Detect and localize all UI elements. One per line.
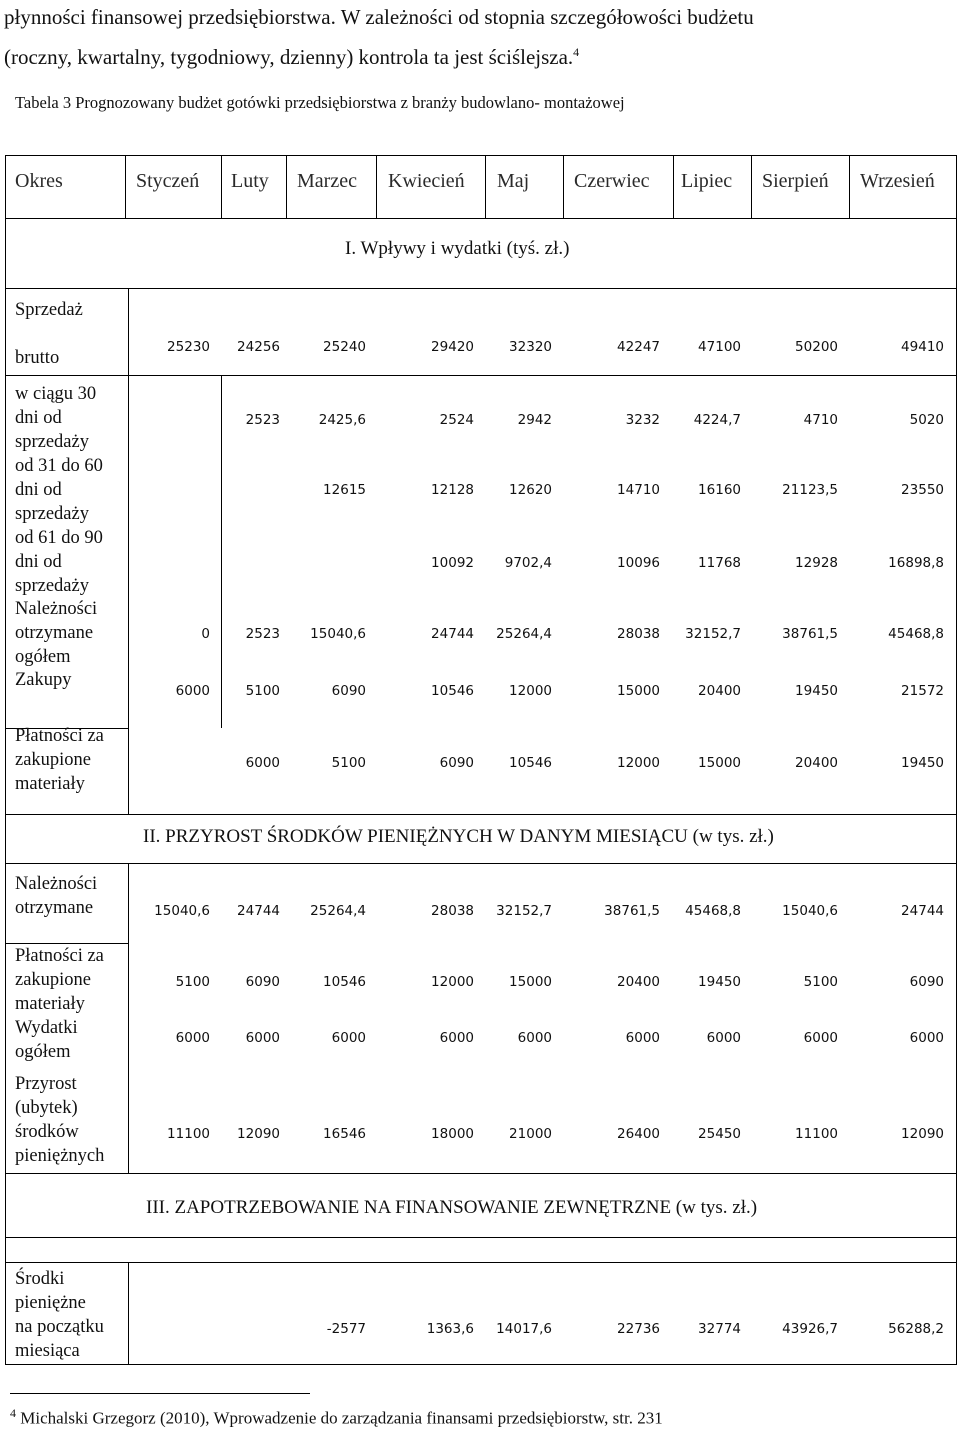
table-cell: 5100 — [175, 974, 210, 990]
table-cell: 6000 — [245, 755, 280, 771]
section3-title: III. ZAPOTRZEBOWANIE NA FINANSOWANIE ZEWNĘTRZNE (w tys. zł.) — [146, 1197, 758, 1218]
header-period: Okres — [15, 170, 63, 192]
section1-row-divider — [5, 375, 957, 376]
header-month: Luty — [231, 170, 269, 192]
table-cell: 14710 — [617, 482, 660, 498]
table-cell: 21123,5 — [782, 482, 838, 498]
header-divider — [5, 218, 957, 219]
table-cell: 15000 — [509, 974, 552, 990]
table-cell: 15040,6 — [782, 903, 838, 919]
table-cell: 25264,4 — [496, 626, 552, 642]
header-month: Kwiecień — [388, 170, 465, 192]
table-cell: 11100 — [167, 1126, 210, 1142]
table-cell: 12090 — [901, 1126, 944, 1142]
table-cell: 6000 — [803, 1030, 838, 1046]
row-label: Środki pieniężne na początku miesiąca — [15, 1269, 104, 1361]
header-divider-v3 — [286, 155, 287, 218]
table-cell: 14017,6 — [496, 1321, 552, 1337]
table-cell: 6000 — [706, 1030, 741, 1046]
table-cell: -2577 — [326, 1321, 366, 1337]
footnote — [10, 1406, 663, 1429]
table-cell: 18000 — [431, 1126, 474, 1142]
header-month: Lipiec — [681, 170, 733, 192]
table-cell: 12090 — [237, 1126, 280, 1142]
section3-title-divider — [5, 1237, 957, 1238]
table-cell: 1363,6 — [426, 1321, 474, 1337]
table-cell: 24744 — [901, 903, 944, 919]
header-divider-v7 — [673, 155, 674, 218]
table-cell: 19450 — [901, 755, 944, 771]
row-label: Przyrost (ubytek) środków pieniężnych — [15, 1074, 105, 1166]
table-cell: 22736 — [617, 1321, 660, 1337]
footnote-reference: 4 — [573, 45, 580, 59]
table-cell: 56288,2 — [888, 1321, 944, 1337]
table-cell: 6000 — [625, 1030, 660, 1046]
section1-title: I. Wpływy i wydatki (tyś. zł.) — [345, 238, 570, 259]
header-month: Marzec — [297, 170, 357, 192]
table-cell: 5020 — [909, 412, 944, 428]
table-cell: 32320 — [509, 339, 552, 355]
table-cell: 32774 — [698, 1321, 741, 1337]
table-cell: 15000 — [617, 683, 660, 699]
table-cell: 10546 — [509, 755, 552, 771]
section2-title: II. PRZYROST ŚRODKÓW PIENIĘŻNYCH W DANYM MIESIĄCU (w tys. zł.) — [143, 826, 774, 847]
table-cell: 50200 — [795, 339, 838, 355]
table-cell: 24744 — [237, 903, 280, 919]
table-cell: 25264,4 — [310, 903, 366, 919]
intro-line-2 — [4, 38, 579, 71]
table-cell: 0 — [201, 626, 210, 642]
table-cell: 43926,7 — [782, 1321, 838, 1337]
header-divider-v6 — [563, 155, 564, 218]
table-cell: 29420 — [431, 339, 474, 355]
table-cell: 2425,6 — [318, 412, 366, 428]
table-cell: 2523 — [245, 412, 280, 428]
header-month: Maj — [497, 170, 530, 192]
table-cell: 19450 — [698, 974, 741, 990]
table-border-top — [5, 155, 957, 156]
table-cell: 42247 — [617, 339, 660, 355]
table-cell: 12000 — [509, 683, 552, 699]
header-divider-v5 — [485, 155, 486, 218]
row-label: w ciągu 30 dni od sprzedaży — [15, 384, 97, 452]
table-cell: 25240 — [323, 339, 366, 355]
row-label: Zakupy — [15, 670, 72, 690]
footnote-number: 4 — [10, 1406, 16, 1420]
table-cell: 23550 — [901, 482, 944, 498]
table-border-bottom — [5, 1364, 957, 1365]
table-cell: 6000 — [909, 1030, 944, 1046]
table-cell: 6000 — [517, 1030, 552, 1046]
table-cell: 9702,4 — [504, 555, 552, 571]
table-cell: 32152,7 — [496, 903, 552, 919]
table-cell: 6090 — [331, 683, 366, 699]
table-cell: 10546 — [431, 683, 474, 699]
table-caption: Tabela 3 Prognozowany budżet gotówki przedsiębiorstwa z branży budowlano- montażowej — [15, 93, 625, 112]
table-cell: 6000 — [175, 683, 210, 699]
table-cell: 38761,5 — [782, 626, 838, 642]
row-label: Należności otrzymane — [15, 874, 98, 918]
table-cell: 16898,8 — [888, 555, 944, 571]
table-cell: 3232 — [625, 412, 660, 428]
header-month: Czerwiec — [574, 170, 650, 192]
table-cell: 24744 — [431, 626, 474, 642]
section2-bottom — [5, 1173, 957, 1174]
section1-bottom — [5, 814, 957, 815]
table-cell: 45468,8 — [685, 903, 741, 919]
table-cell: 12620 — [509, 482, 552, 498]
footnote-text: Michalski Grzegorz (2010), Wprowadzenie do zarządzania finansami przedsiębiorstw, str. 231 — [20, 1408, 663, 1428]
table-cell: 28038 — [617, 626, 660, 642]
table-cell: 21572 — [901, 683, 944, 699]
footnote-rule — [10, 1393, 310, 1394]
section1-first-col-divider — [221, 375, 222, 728]
intro-line-2-text: (roczny, kwartalny, tygodniowy, dzienny) kontrola ta jest ściślejsza. — [4, 45, 574, 69]
table-cell: 25450 — [698, 1126, 741, 1142]
table-cell: 12615 — [323, 482, 366, 498]
row-label: Płatności za zakupione materiały — [15, 726, 104, 794]
row-label: od 61 do 90 dni od sprzedaży — [15, 528, 103, 596]
section1-label-divider — [128, 288, 129, 814]
section2-title-divider — [5, 863, 957, 864]
row-label: od 31 do 60 dni od sprzedaży — [15, 456, 103, 524]
row-label: Wydatki ogółem — [15, 1018, 78, 1062]
table-cell: 24256 — [237, 339, 280, 355]
table-cell: 4224,7 — [693, 412, 741, 428]
table-cell: 20400 — [795, 755, 838, 771]
header-divider-v1 — [125, 155, 126, 218]
table-cell: 47100 — [698, 339, 741, 355]
section3-label-divider — [128, 1262, 129, 1364]
table-cell: 11768 — [698, 555, 741, 571]
table-cell: 10546 — [323, 974, 366, 990]
table-cell: 6000 — [439, 1030, 474, 1046]
row-label: Należności otrzymane ogółem — [15, 599, 98, 667]
header-month: Styczeń — [136, 170, 200, 192]
header-divider-v9 — [849, 155, 850, 218]
table-cell: 15040,6 — [310, 626, 366, 642]
table-border-left — [5, 155, 6, 1365]
table-cell: 12000 — [431, 974, 474, 990]
table-cell: 5100 — [803, 974, 838, 990]
table-cell: 2524 — [439, 412, 474, 428]
table-cell: 12128 — [431, 482, 474, 498]
table-cell: 25230 — [167, 339, 210, 355]
header-divider-v2 — [221, 155, 222, 218]
table-cell: 28038 — [431, 903, 474, 919]
table-cell: 15040,6 — [154, 903, 210, 919]
section1-title-divider — [5, 288, 957, 289]
header-divider-v4 — [376, 155, 377, 218]
table-border-right — [956, 155, 957, 1365]
table-cell: 6000 — [245, 1030, 280, 1046]
header-divider-v8 — [751, 155, 752, 218]
table-cell: 49410 — [901, 339, 944, 355]
intro-line-1: płynności finansowej przedsiębiorstwa. W zależności od stopnia szczegółowości budżetu — [4, 5, 754, 29]
table-cell: 2942 — [517, 412, 552, 428]
table-cell: 2523 — [245, 626, 280, 642]
table-cell: 4710 — [803, 412, 838, 428]
table-cell: 5100 — [245, 683, 280, 699]
table-cell: 6000 — [331, 1030, 366, 1046]
table-cell: 10092 — [431, 555, 474, 571]
table-cell: 21000 — [509, 1126, 552, 1142]
table-cell: 16160 — [698, 482, 741, 498]
table-cell: 15000 — [698, 755, 741, 771]
table-cell: 10096 — [617, 555, 660, 571]
table-cell: 16546 — [323, 1126, 366, 1142]
section3-row-top — [5, 1262, 957, 1263]
row-label: Płatności za zakupione materiały — [15, 946, 104, 1014]
table-cell: 6000 — [175, 1030, 210, 1046]
table-cell: 20400 — [617, 974, 660, 990]
table-cell: 11100 — [795, 1126, 838, 1142]
table-cell: 6090 — [909, 974, 944, 990]
table-cell: 12000 — [617, 755, 660, 771]
table-cell: 38761,5 — [604, 903, 660, 919]
header-month: Wrzesień — [860, 170, 935, 192]
table-cell: 12928 — [795, 555, 838, 571]
section2-label-divider — [128, 863, 129, 1173]
table-cell: 45468,8 — [888, 626, 944, 642]
table-cell: 26400 — [617, 1126, 660, 1142]
table-cell: 5100 — [331, 755, 366, 771]
table-cell: 19450 — [795, 683, 838, 699]
table-cell: 6090 — [439, 755, 474, 771]
header-month: Sierpień — [762, 170, 829, 192]
table-cell: 6090 — [245, 974, 280, 990]
row-label: Sprzedaż brutto — [15, 300, 83, 368]
table-cell: 32152,7 — [685, 626, 741, 642]
table-cell: 20400 — [698, 683, 741, 699]
